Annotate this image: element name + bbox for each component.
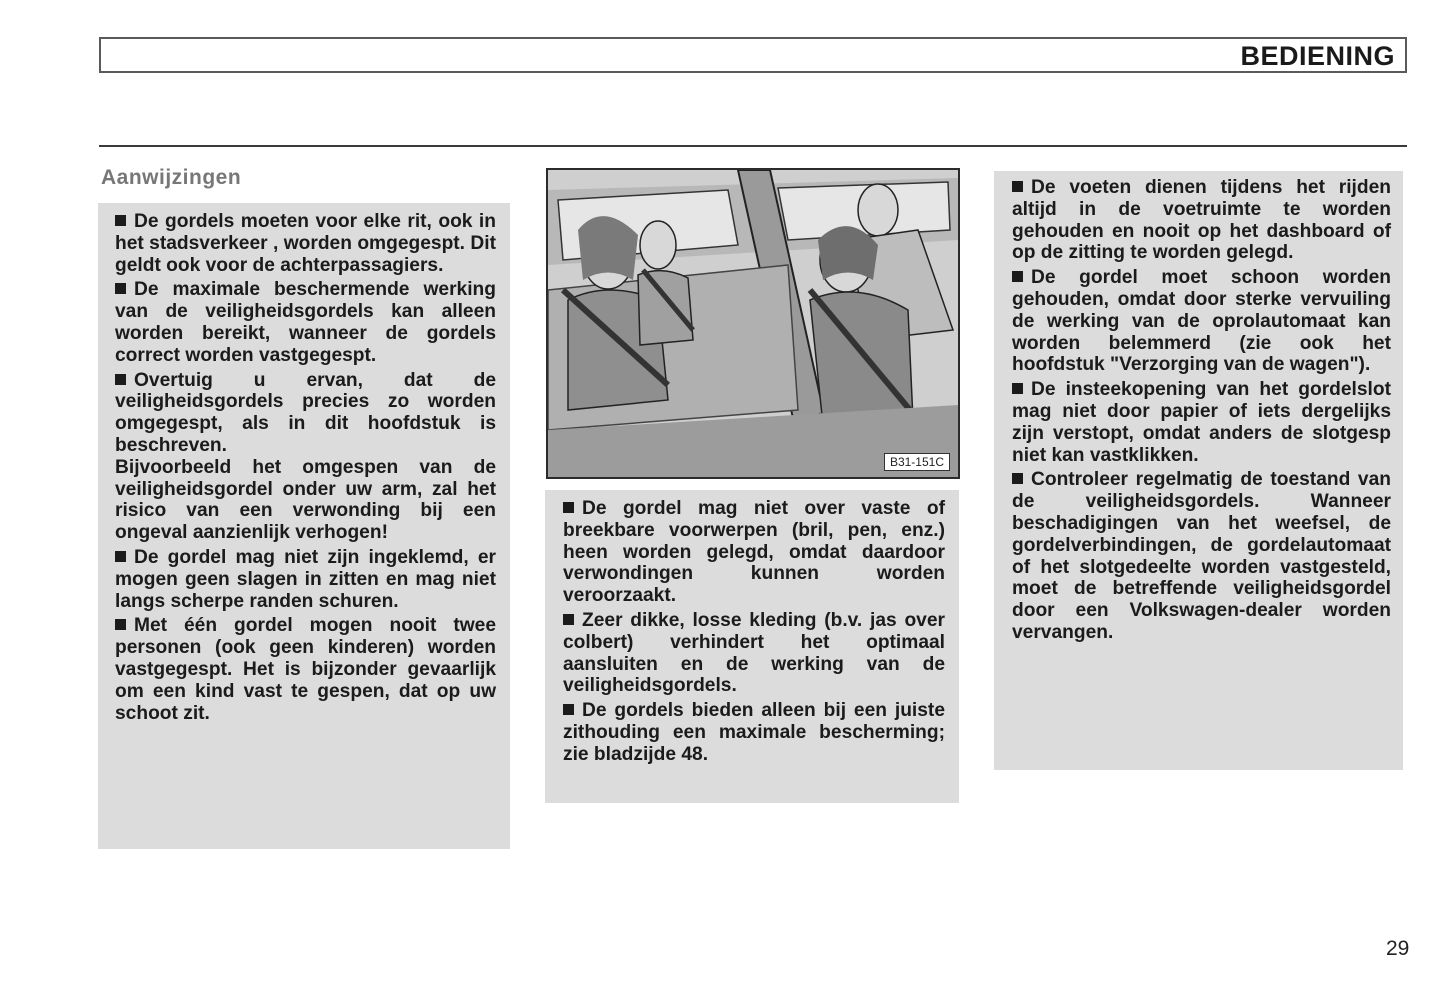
notes-column-3	[994, 171, 1403, 770]
note-paragraph: De gordel moet schoon worden gehouden, omdat door sterke vervuiling de werking van de oprolautomaat kan worden belemmerd (zie ook het hoofdstuk "Verzorging van de wagen").	[1012, 267, 1391, 376]
section-title: Aanwijzingen	[101, 166, 242, 189]
chapter-title: BEDIENING	[1240, 41, 1395, 71]
note-paragraph: Met één gordel mogen nooit twee personen (ook geen kinderen) worden vastgegespt. Het is bijzonder gevaarlijk om een kind vast te gespen, dat op uw schoot zit.	[115, 615, 496, 724]
note-paragraph: De gordel mag niet zijn ingeklemd, er mogen geen slagen in zitten en mag niet langs scherpe randen schuren.	[115, 546, 496, 612]
note-paragraph: Controleer regelmatig de toestand van de veiligheidsgordels. Wanneer beschadigingen van het weefsel, de gordelverbindingen, de gordelautomaat of het slotgedeelte worden vastgesteld, moet de betreffende veiligheidsgordel door een Volkswagen-dealer worden vervangen.	[1012, 469, 1391, 643]
bullet-square-icon	[115, 283, 126, 294]
note-paragraph: De gordels bieden alleen bij een juiste zithouding een maximale bescherming; zie bladzijde 48.	[563, 700, 945, 765]
horizontal-rule	[99, 145, 1407, 147]
bullet-square-icon	[563, 704, 574, 715]
notes-column-1	[98, 203, 510, 849]
chapter-header	[99, 37, 1407, 73]
bullet-square-icon	[1012, 383, 1023, 394]
note-paragraph: Overtuig u ervan, dat de veiligheidsgordels precies zo worden omgegespt, als in dit hoofdstuk is beschreven.	[115, 369, 496, 456]
bullet-square-icon	[115, 215, 126, 226]
bullet-square-icon	[563, 614, 574, 625]
bullet-square-icon	[563, 502, 574, 513]
seatbelt-passengers-icon	[548, 170, 958, 477]
note-paragraph: De gordel mag niet over vaste of breekbare voorwerpen (bril, pen, enz.) heen worden gelegd, omdat daardoor verwondingen kunnen worden veroorzaakt.	[563, 498, 945, 607]
page-number: 29	[1386, 937, 1410, 960]
note-paragraph: De voeten dienen tijdens het rijden altijd in de voetruimte te worden gehouden en nooit op het dashboard of op de zitting te worden gelegd.	[1012, 177, 1391, 264]
bullet-square-icon	[1012, 271, 1023, 282]
notes-column-2	[545, 490, 959, 803]
note-paragraph: De maximale beschermende werking van de veiligheidsgordels kan alleen worden bereikt, wanneer de gordels correct worden vastgegespt.	[115, 279, 496, 366]
bullet-square-icon	[115, 551, 126, 562]
bullet-square-icon	[115, 374, 126, 385]
note-paragraph: Zeer dikke, losse kleding (b.v. jas over colbert) verhindert het optimaal aansluiten en de werking van de veiligheidsgordels.	[563, 609, 945, 697]
bullet-square-icon	[1012, 473, 1023, 484]
note-paragraph: De gordels moeten voor elke rit, ook in het stadsverkeer , worden omgegespt. Dit geldt ook voor de achterpassagiers.	[115, 211, 496, 276]
figure-label: B31-151C	[884, 453, 950, 471]
seatbelt-illustration	[546, 168, 960, 479]
note-paragraph: De insteekopening van het gordelslot mag niet door papier of iets dergelijks zijn verstopt, omdat anders de slotgesp niet kan vastklikken.	[1012, 379, 1391, 466]
bullet-square-icon	[115, 619, 126, 630]
note-paragraph: Bijvoorbeeld het omgespen van de veiligheidsgordel onder uw arm, zal het risico van een verwonding bij een ongeval aanzienlijk verhogen!	[115, 456, 496, 544]
bullet-square-icon	[1012, 181, 1023, 192]
